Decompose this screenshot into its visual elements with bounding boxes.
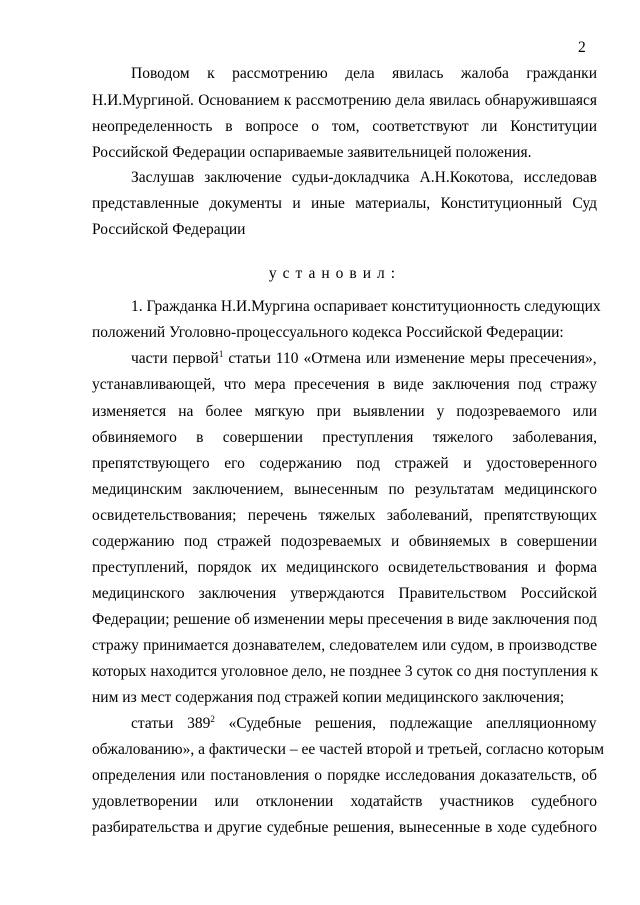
superscript: 2	[210, 714, 215, 724]
paragraph-line: Заслушав заключение судьи-докладчика А.Н.Кокотова, исследовав	[131, 169, 597, 186]
paragraph-line: 1. Гражданка Н.И.Мургина оспаривает конституционность следующих	[131, 298, 601, 315]
paragraph-line	[131, 714, 597, 734]
paragraph-line: Российской Федерации	[92, 221, 246, 238]
paragraph-line: которых находится уголовное дело, не позднее 3 суток со дня поступления к	[92, 663, 599, 680]
paragraph-line: разбирательства и другие судебные решения, вынесенные в ходе судебного	[92, 819, 597, 836]
paragraph-line: представленные документы и иные материалы, Конституционный Суд	[92, 195, 597, 212]
text-run: «Судебные решения, подлежащие апелляционному	[214, 715, 597, 732]
paragraph-line: Поводом к рассмотрению дела явилась жалоба гражданки	[131, 65, 597, 82]
superscript: 1	[218, 349, 224, 359]
paragraph-line: Н.И.Мургиной. Основанием к рассмотрению дела явилась обнаружившаяся	[92, 92, 597, 109]
paragraph-line: устанавливающей, что мера пресечения в виде заключения под стражу	[92, 376, 597, 393]
page-number: 2	[578, 39, 586, 56]
paragraph-line: неопределенность в вопросе о том, соответствуют ли Конституции	[92, 118, 597, 135]
paragraph-line: медицинского заключения утверждаются Правительством Российской	[92, 585, 597, 602]
paragraph-line: освидетельствования; перечень тяжелых заболеваний, препятствующих	[92, 507, 597, 524]
paragraph-line: Российской Федерации оспариваемые заявительницей положения.	[92, 144, 532, 161]
section-heading: установил:	[268, 265, 402, 282]
paragraph-line: препятствующего его содержанию под стражей и удостоверенного	[92, 455, 597, 472]
paragraph-line: преступлений, порядок их медицинского освидетельствования и форма	[92, 559, 597, 576]
paragraph-line: медицинским заключением, вынесенным по результатам медицинского	[92, 481, 597, 498]
paragraph-line: стражу принимается дознавателем, следователем или судом, в производстве	[92, 637, 597, 654]
paragraph-line: изменяется на более мягкую при выявлении у подозреваемого или	[92, 403, 597, 420]
paragraph-line: положений Уголовно-процессуального кодекса Российской Федерации:	[92, 324, 564, 341]
paragraph-line: обжалованию», а фактически – ее частей второй и третьей, согласно которым	[92, 741, 605, 758]
paragraph-line: удовлетворении или отклонении ходатайств участников судебного	[92, 793, 597, 810]
text-run: статьи 389	[131, 715, 211, 732]
paragraph-line	[131, 349, 597, 369]
paragraph-line: содержанию под стражей подозреваемых и обвиняемых в совершении	[92, 533, 597, 550]
paragraph-line: Федерации; решение об изменении меры пресечения в виде заключения под	[92, 611, 597, 628]
text-run: части первой	[131, 350, 219, 367]
paragraph-line: ним из мест содержания под стражей копии медицинского заключения;	[92, 689, 565, 706]
paragraph-line: определения или постановления о порядке исследования доказательств, об	[92, 767, 597, 784]
text-run: статьи 110 «Отмена или изменение меры пресечения»,	[223, 350, 597, 367]
paragraph-line: обвиняемого в совершении преступления тяжелого заболевания,	[92, 429, 597, 446]
